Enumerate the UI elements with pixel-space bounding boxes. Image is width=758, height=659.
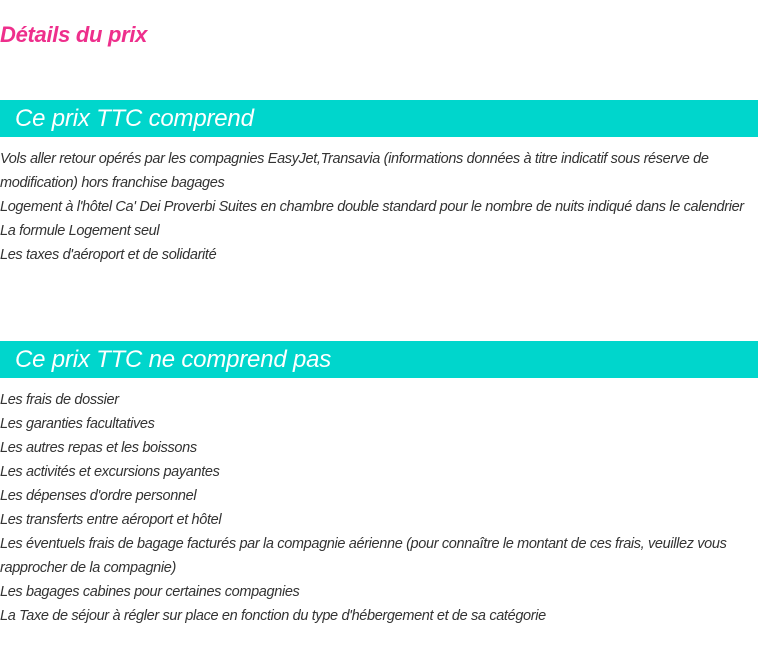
excluded-list xyxy=(0,388,758,628)
excluded-item: Les garanties facultatives xyxy=(0,416,155,432)
excluded-item: Les activités et excursions payantes xyxy=(0,464,220,480)
excluded-section xyxy=(0,341,758,628)
included-item: Les taxes d'aéroport et de solidarité xyxy=(0,247,217,263)
excluded-item: Les frais de dossier xyxy=(0,392,119,408)
excluded-item: Les dépenses d'ordre personnel xyxy=(0,488,197,504)
included-heading: Ce prix TTC comprend xyxy=(15,105,254,132)
included-item: Vols aller retour opérés par les compagnies EasyJet,Transavia (informations données à titre indicatif sous réserve de modification) hors franchise bagages xyxy=(0,151,709,191)
excluded-item: La Taxe de séjour à régler sur place en fonction du type d'hébergement et de sa catégorie xyxy=(0,608,546,624)
excluded-heading: Ce prix TTC ne comprend pas xyxy=(15,346,332,373)
included-list xyxy=(0,147,758,267)
included-header xyxy=(0,100,758,137)
excluded-header xyxy=(0,341,758,378)
excluded-item: Les transferts entre aéroport et hôtel xyxy=(0,512,222,528)
excluded-item: Les éventuels frais de bagage facturés par la compagnie aérienne (pour connaître le montant de ces frais, veuillez vous rapprocher de la compagnie) xyxy=(0,536,727,576)
excluded-item: Les autres repas et les boissons xyxy=(0,440,197,456)
included-item: Logement à l'hôtel Ca' Dei Proverbi Suites en chambre double standard pour le nombre de nuits indiqué dans le calendrier xyxy=(0,199,744,215)
included-section xyxy=(0,100,758,267)
included-item: La formule Logement seul xyxy=(0,223,160,239)
page-title: Détails du prix xyxy=(0,22,148,47)
excluded-item: Les bagages cabines pour certaines compagnies xyxy=(0,584,300,600)
